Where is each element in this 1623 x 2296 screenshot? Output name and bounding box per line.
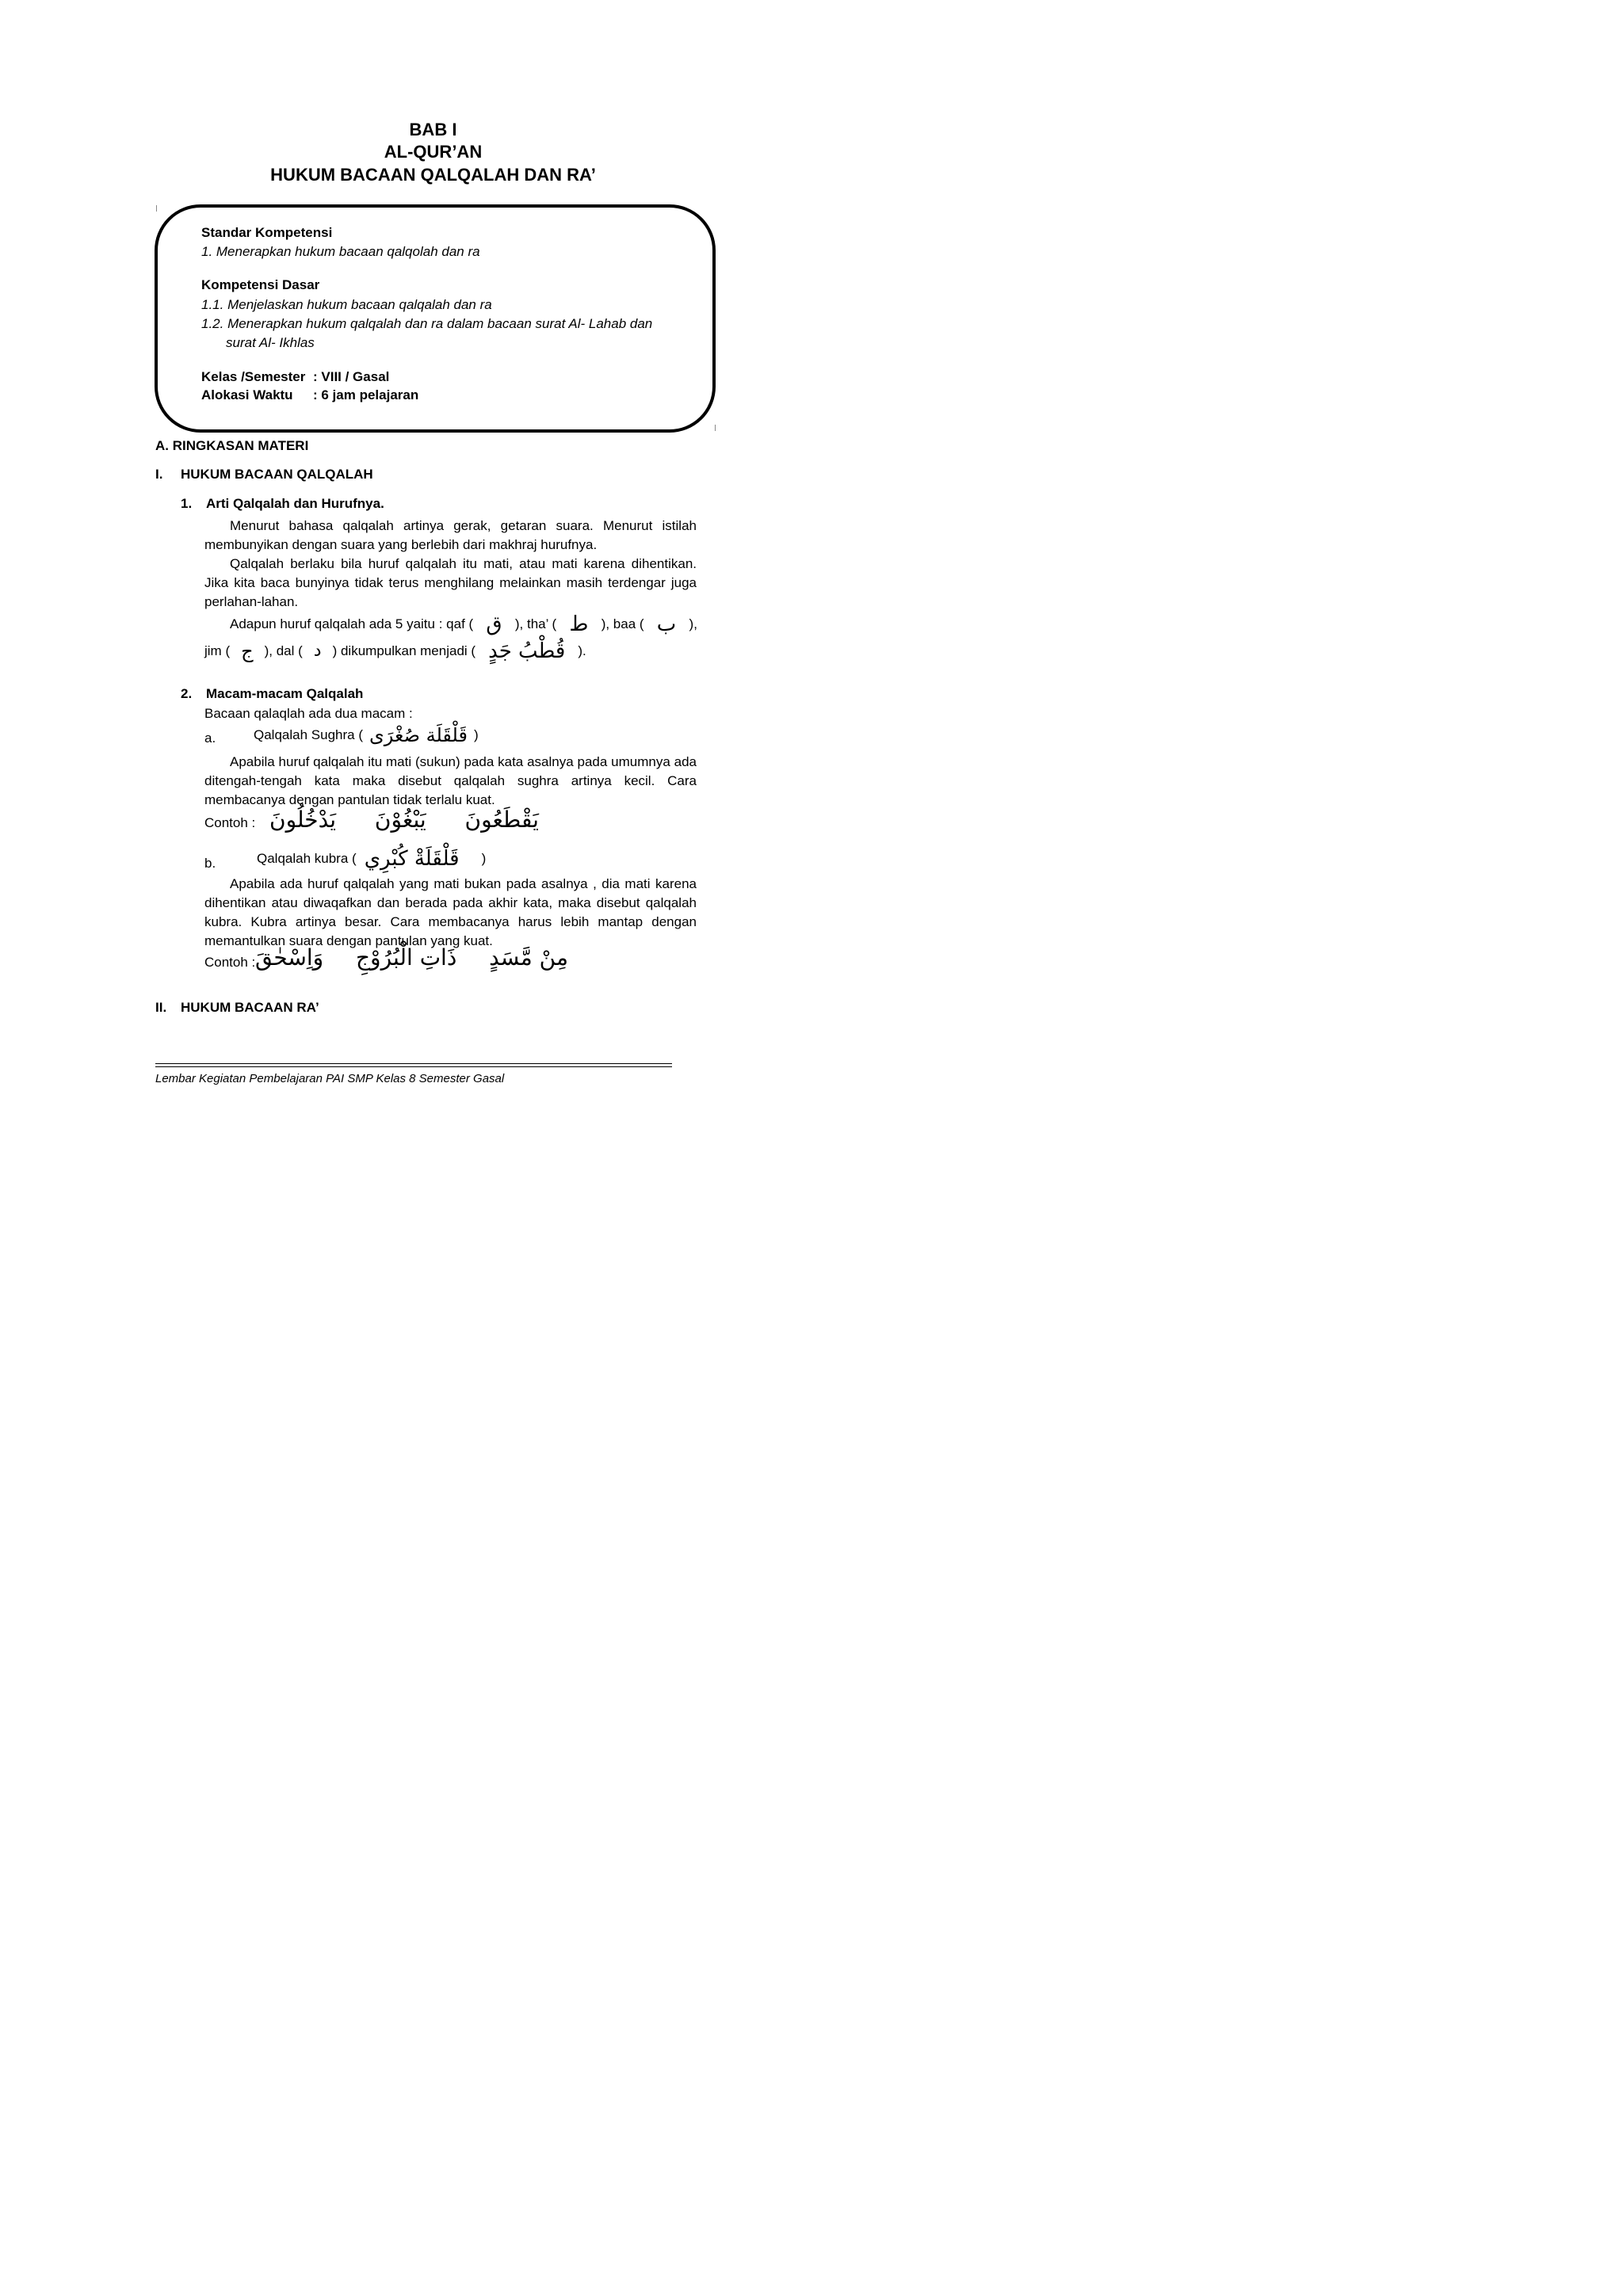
kubra-title-arabic: قَلْقَلَةْ كُبْرِي xyxy=(364,847,460,871)
letters2-text-2: ), dal ( xyxy=(264,643,303,658)
footer-rule-bottom xyxy=(155,1066,672,1067)
sughra-example-label: Contoh : xyxy=(204,815,256,830)
paragraph-definition: Menurut bahasa qalqalah artinya gerak, getaran suara. Menurut istilah membunyikan dengan suara yang berlebih dari makhraj hurufnya. xyxy=(204,518,697,552)
sk-heading: Standar Kompetensi xyxy=(201,225,333,240)
footer-text: Lembar Kegiatan Pembelajaran PAI SMP Kelas 8 Semester Gasal xyxy=(155,1072,505,1085)
kd-item-2: 1.2. Menerapkan hukum qalqalah dan ra dalam bacaan surat Al- Lahab dan xyxy=(201,316,653,331)
letters2-text-1: jim ( xyxy=(204,643,231,658)
sughra-example-2: يَبْغُوْنَ xyxy=(374,807,426,833)
letters2-text-4: ). xyxy=(578,643,586,658)
sughra-title-text: Qalqalah Sughra ( xyxy=(254,727,363,742)
kubra-example-3: مِنْ مَّسَدٍ xyxy=(489,944,568,971)
letters-text-3: ), baa ( xyxy=(601,616,644,631)
arabic-letter-qaf: ق xyxy=(486,612,502,636)
letters-text-4: ), xyxy=(689,616,697,631)
kd-heading: Kompetensi Dasar xyxy=(201,277,320,292)
kubra-label: b. xyxy=(204,856,216,871)
kubra-title-text: Qalqalah kubra ( xyxy=(257,851,357,866)
sughra-label: a. xyxy=(204,730,216,746)
box-corner-mark-bottom xyxy=(715,425,716,431)
sughra-example-1: يَدْخُلُونَ xyxy=(269,807,337,833)
sub2-number: 2. xyxy=(181,686,193,701)
sub2-title: Macam-macam Qalqalah xyxy=(206,686,364,701)
kubra-examples xyxy=(255,944,568,971)
arabic-combined-letters: قُطْبُ جَدٍ xyxy=(488,639,566,663)
kubra-example-1: وَاِسْحٰقَ xyxy=(255,944,324,971)
sughra-example-3: يَقْطَعُونَ xyxy=(464,807,539,833)
sughra-examples xyxy=(269,807,539,833)
kubra-example-2: ذَاتِ الْبُرُوْجِ xyxy=(355,944,457,971)
letters-text-1: Adapun huruf qalqalah ada 5 yaitu : qaf ( xyxy=(230,616,474,631)
class-value: : VIII / Gasal xyxy=(313,369,390,384)
kubra-paragraph: Apabila ada huruf qalqalah yang mati bukan pada asalnya , dia mati karena dihentikan atau diwaqafkan dan berada pada akhir kata, maka disebut qalqalah kubra. Kubra artinya besar. Cara membacanya harus lebih mantap dengan memantulkan suara dengan pantulan yang kuat. xyxy=(204,876,697,948)
sub2-intro: Bacaan qalaqlah ada dua macam : xyxy=(204,706,413,721)
sughra-paragraph: Apabila huruf qalqalah itu mati (sukun) pada kata asalnya pada umumnya ada ditengah-tengah kata maka disebut qalqalah sughra artinya kecil. Cara membacanya dengan pantulan tidak terlalu kuat. xyxy=(204,754,697,807)
kd-item-2-cont: surat Al- Ikhlas xyxy=(226,335,315,350)
part1-heading: HUKUM BACAAN QALQALAH xyxy=(181,467,373,482)
part1-number: I. xyxy=(155,467,163,482)
letters-line-1 xyxy=(230,612,697,636)
letters2-text-3: ) dikumpulkan menjadi ( xyxy=(332,643,476,658)
chapter-subject: AL-QUR’AN xyxy=(384,142,483,162)
kubra-title-close: ) xyxy=(481,851,487,866)
time-value: : 6 jam pelajaran xyxy=(313,387,419,402)
arabic-letter-jim: ج xyxy=(241,640,254,662)
arabic-letter-dal: د xyxy=(313,641,322,661)
time-label: Alokasi Waktu xyxy=(201,387,293,402)
arabic-letter-tha: ط xyxy=(569,612,589,636)
kubra-title xyxy=(257,847,487,871)
class-label: Kelas /Semester xyxy=(201,369,306,384)
sughra-title-arabic: قَلْقَلَة صُغْرَى xyxy=(369,724,468,746)
part2-heading: HUKUM BACAAN RA’ xyxy=(181,1000,319,1015)
sughra-title xyxy=(254,726,479,745)
kubra-example-label: Contoh : xyxy=(204,955,256,970)
chapter-number: BAB I xyxy=(409,120,457,139)
sughra-title-close: ) xyxy=(473,727,479,742)
part2-number: II. xyxy=(155,1000,167,1015)
arabic-letter-baa: ب xyxy=(656,612,677,636)
sub1-title: Arti Qalqalah dan Hurufnya. xyxy=(206,496,384,511)
section-a-heading: A. RINGKASAN MATERI xyxy=(155,438,309,453)
letters-line-2 xyxy=(204,639,586,663)
box-corner-mark-top xyxy=(156,205,157,212)
chapter-topic: HUKUM BACAAN QALQALAH DAN RA’ xyxy=(270,165,596,185)
sub1-number: 1. xyxy=(181,496,193,511)
letters-text-2: ), tha’ ( xyxy=(514,616,557,631)
sk-item: 1. Menerapkan hukum bacaan qalqolah dan ra xyxy=(201,244,480,259)
kd-item-1: 1.1. Menjelaskan hukum bacaan qalqalah dan ra xyxy=(201,297,492,312)
paragraph-rule: Qalqalah berlaku bila huruf qalqalah itu mati, atau mati karena dihentikan. Jika kita baca bunyinya tidak terus menghilang melainkan masih terdengar juga perlahan-lahan. xyxy=(204,556,697,609)
footer-rule-top xyxy=(155,1063,672,1064)
